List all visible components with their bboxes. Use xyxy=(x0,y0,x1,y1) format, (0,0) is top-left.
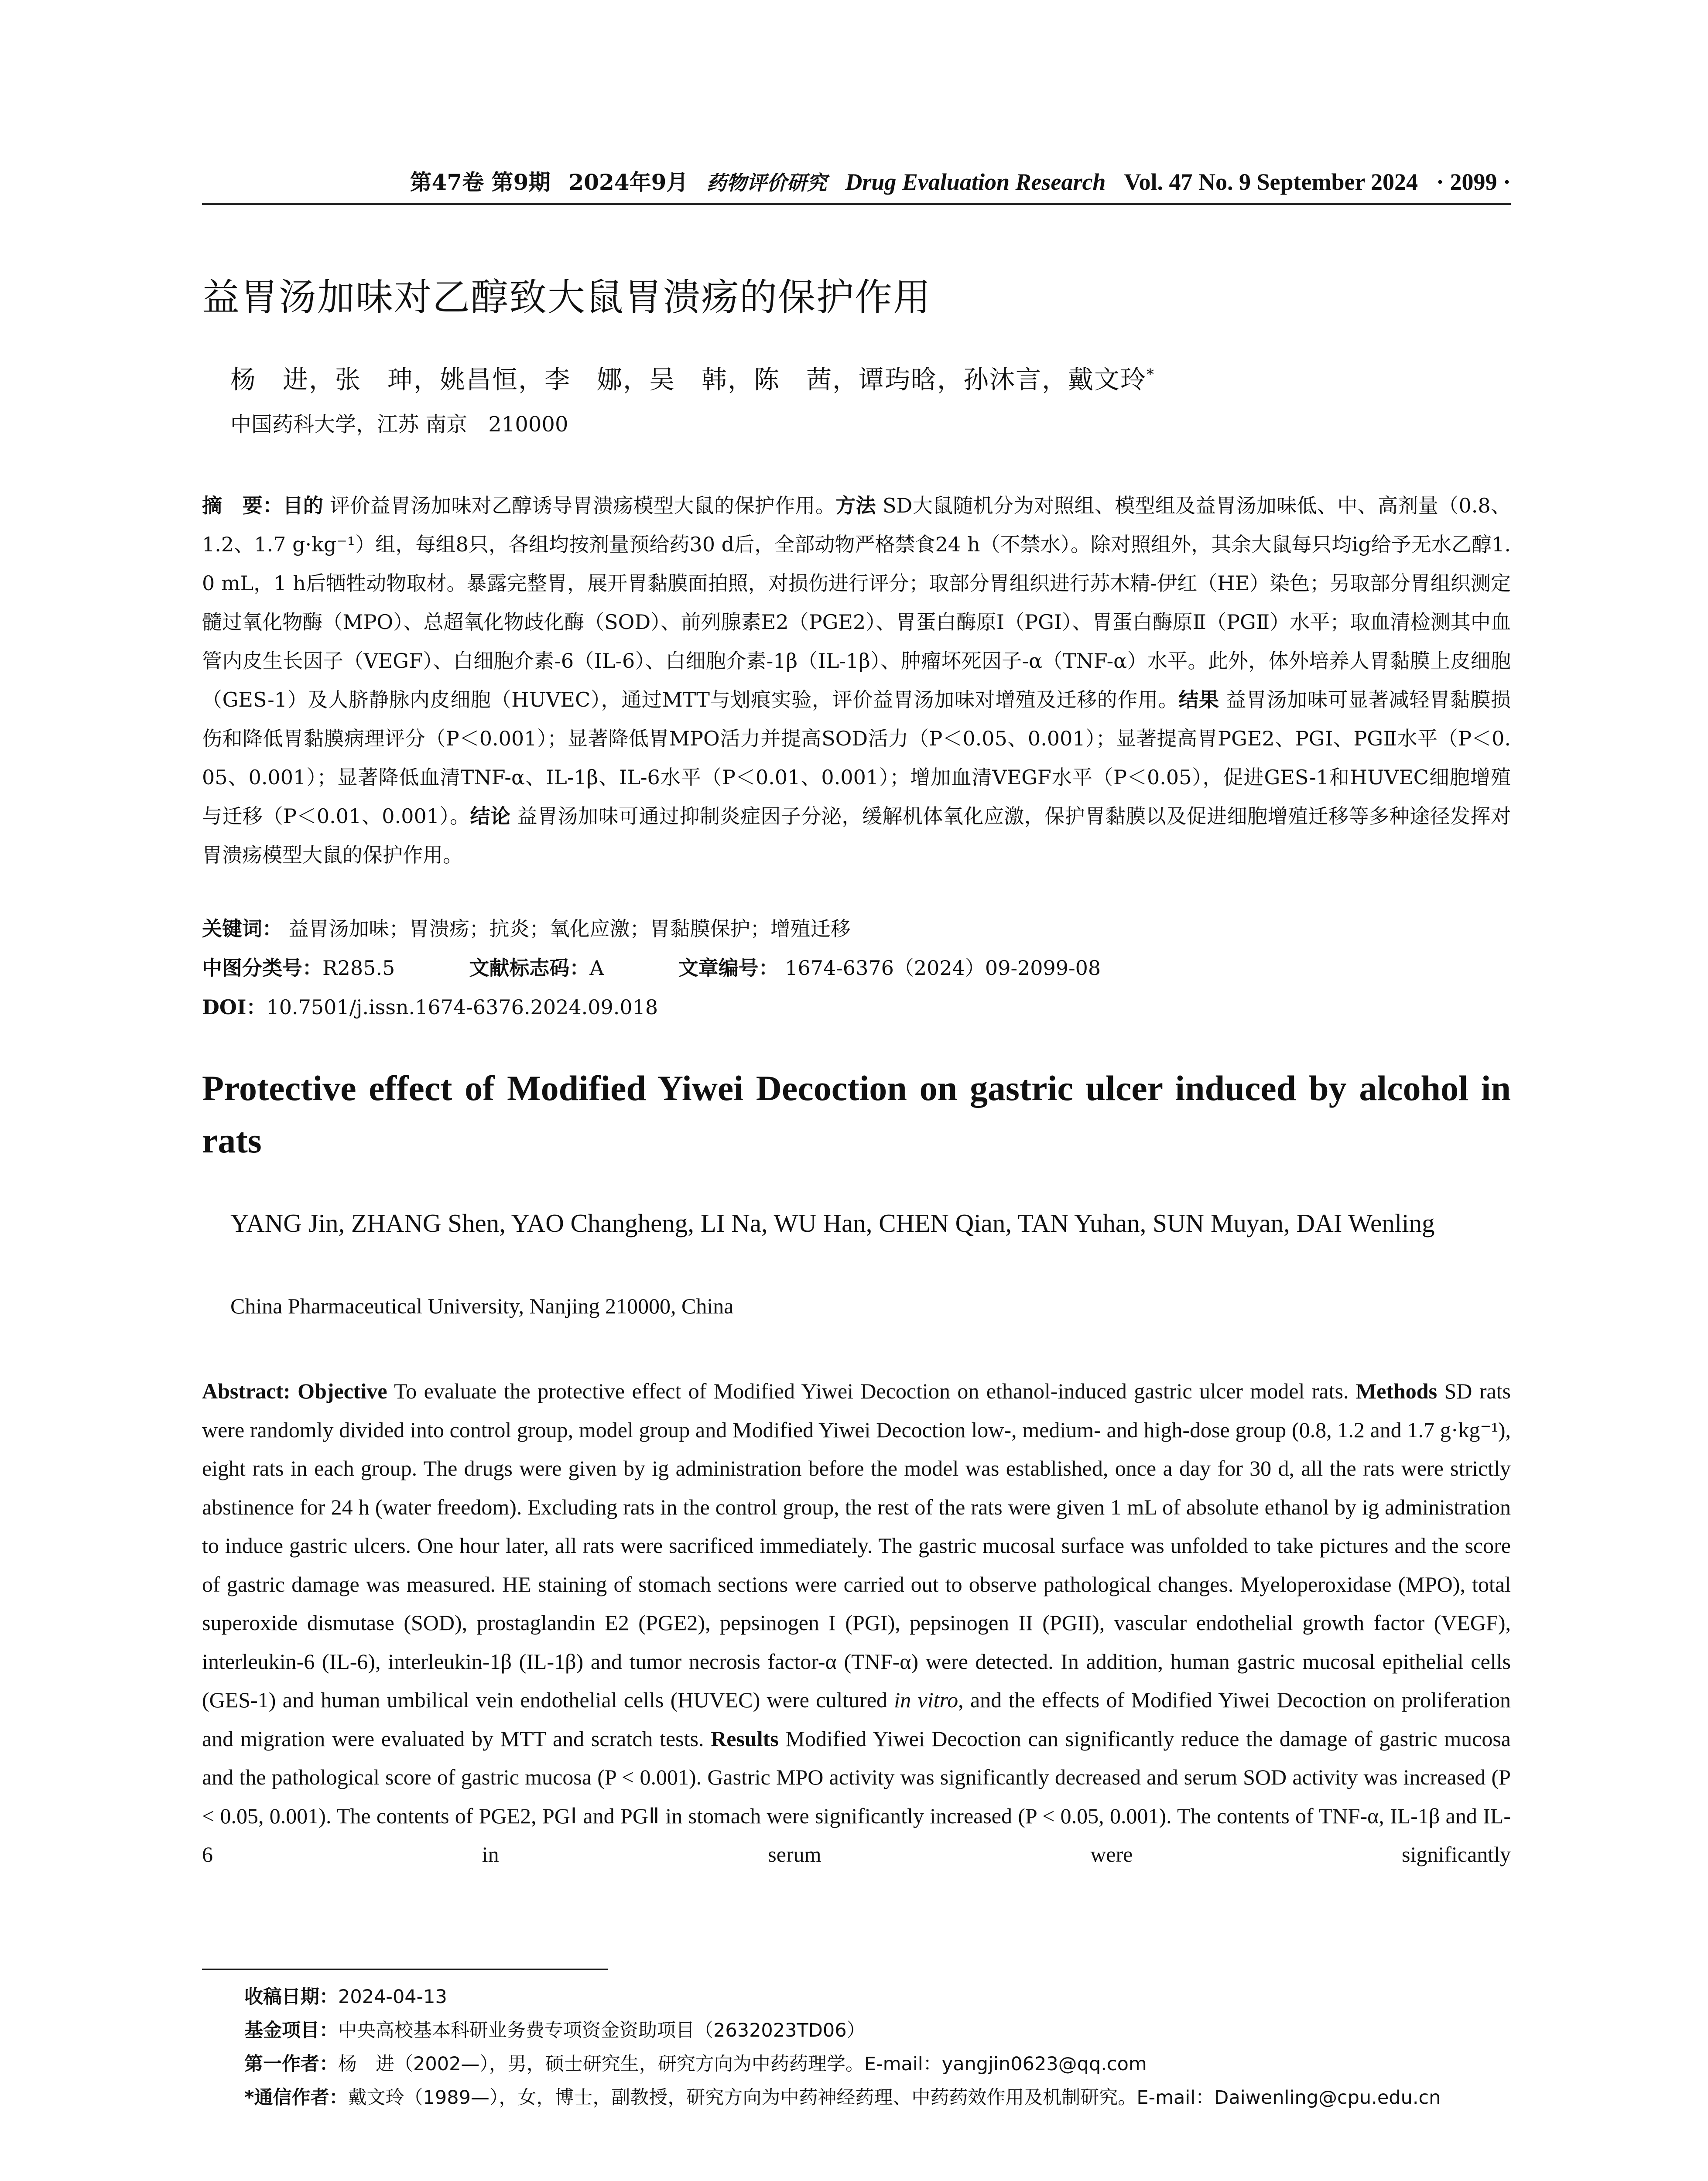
conclusion-label-cn: 结论 xyxy=(470,804,511,828)
footnote-label: 第一作者： xyxy=(244,2053,338,2075)
footnote-label: 基金项目： xyxy=(244,2020,338,2041)
footnote-text: 杨 进（2002—），男，硕士研究生，研究方向为中药药理学。E-mail：yangjin0623@qq.com xyxy=(338,2053,1147,2075)
keywords-text: 益胃汤加味；胃溃疡；抗炎；氧化应激；胃黏膜保护；增殖迁移 xyxy=(288,917,851,940)
journal-logo: 药物评价研究 xyxy=(706,171,827,195)
footnote-funding xyxy=(244,2014,1441,2048)
clc-label: 中图分类号： xyxy=(202,956,322,980)
doc-code-value: A xyxy=(589,956,604,980)
objective-text-cn: 评价益胃汤加味对乙醇诱导胃溃疡模型大鼠的保护作用。 xyxy=(330,494,836,517)
doi-label: DOI： xyxy=(202,995,267,1019)
header-volume-en: Vol. 47 No. 9 September 2024 xyxy=(1124,169,1418,195)
footnote-received xyxy=(244,1980,1441,2014)
footnotes xyxy=(244,1980,1441,2115)
footnote-corresponding-author xyxy=(244,2081,1441,2115)
methods-label-en: Methods xyxy=(1355,1379,1438,1403)
header-page-number: · 2099 · xyxy=(1436,169,1511,195)
header-volume-cn: 第47卷 第9期 xyxy=(410,169,551,195)
methods-label-cn: 方法 xyxy=(835,494,876,517)
english-affiliation: China Pharmaceutical University, Nanjing 210000, China xyxy=(230,1294,734,1318)
results-text-cn: 益胃汤加味可显著减轻胃黏膜损伤和降低胃黏膜病理评分（P＜0.001）；显著降低胃MPO活力并提高SOD活力（P＜0.05、0.001）；显著提高胃PGE2、PGⅠ、PGⅡ水平（P＜0.05、0.001）；显著降低血清TNF-α、IL-1β、IL-6水平（P＜0.01、0.001）；增加血清VEGF水平（P＜0.05），促进GES-1和HUVEC细胞增殖与迁移（P＜0.01、0.001）。 xyxy=(202,688,1511,828)
header-rule xyxy=(202,203,1511,205)
methods-text-en-cont: , and the effects of Modified Yiwei Decoction on proliferation and migration were evaluated by MTT and scratch tests. xyxy=(202,1688,1511,1751)
results-label-cn: 结果 xyxy=(1178,688,1219,711)
chinese-abstract xyxy=(202,486,1511,875)
objective-text-en: To evaluate the protective effect of Modified Yiwei Decoction on ethanol-induced gastric ulcer model rats. xyxy=(394,1379,1349,1403)
conclusion-text-cn: 益胃汤加味可通过抑制炎症因子分泌，缓解机体氧化应激，保护胃黏膜以及促进细胞增殖迁移等多种途径发挥对胃溃疡模型大鼠的保护作用。 xyxy=(202,804,1511,867)
methods-text-en: SD rats were randomly divided into control group, model group and Modified Yiwei Decoction low-, medium- and high-dose group (0.8, 1.2 and 1.7 g·kg⁻¹), eight rats in each group. The drugs were given by ig administration before the model was established, once a day for 30 d, all the rats were strictly abstinence for 24 h (water freedom). Excluding rats in the control group, the rest of the rats were given 1 mL of absolute ethanol by ig administration to induce gastric ulcers. One hour later, all rats were sacrificed immediately. The gastric mucosal surface was unfolded to take pictures and the score of gastric damage was measured. HE staining of stomach sections were carried out to observe pathological changes. Myeloperoxidase (MPO), total superoxide dismutase (SOD), prostaglandin E2 (PGE2), pepsinogen I (PGI), pepsinogen II (PGII), vascular endothelial growth factor (VEGF), interleukin-6 (IL-6), interleukin-1β (IL-1β) and tumor necrosis factor-α (TNF-α) were detected. In addition, human gastric mucosal epithelial cells (GES-1) and human umbilical vein endothelial cells (HUVEC) were cultured xyxy=(202,1379,1511,1712)
footnote-label: *通信作者： xyxy=(244,2087,348,2109)
chinese-authors xyxy=(230,359,1155,396)
abstract-label-en: Abstract: Objective xyxy=(202,1379,387,1403)
classification-line xyxy=(202,952,1101,981)
footnote-text: 2024-04-13 xyxy=(338,1986,447,2008)
english-abstract xyxy=(202,1372,1511,1874)
doi-link[interactable]: 10.7501/j.issn.1674-6376.2024.09.018 xyxy=(266,995,658,1019)
results-text-en: Modified Yiwei Decoction can significantly reduce the damage of gastric mucosa and the pathological score of gastric mucosa (P < 0.001). Gastric MPO activity was significantly decreased and serum SOD activity was increased (P < 0.05, 0.001). The contents of PGE2, PGⅠ and PGⅡ in stomach were significantly increased (P < 0.05, 0.001). The contents of TNF-α, IL-1β and IL-6 in serum were significantly xyxy=(202,1726,1511,1866)
results-label-en: Results xyxy=(711,1726,779,1751)
abstract-label-cn: 摘 要： xyxy=(202,494,283,517)
corresponding-mark: * xyxy=(1147,366,1155,383)
article-no-label: 文章编号： xyxy=(678,956,779,980)
keywords-line xyxy=(202,913,851,942)
clc-value: R285.5 xyxy=(322,956,395,980)
article-no-value: 1674-6376（2024）09-2099-08 xyxy=(785,956,1101,980)
methods-text-cn: SD大鼠随机分为对照组、模型组及益胃汤加味低、中、高剂量（0.8、1.2、1.7 g·kg⁻¹）组，每组8只，各组均按剂量预给药30 d后，全部动物严格禁食24 h（不禁水）。除对照组外，其余大鼠每只均ig给予无水乙醇1.0 mL，1 h后牺牲动物取材。暴露完整胃，展开胃黏膜面拍照，对损伤进行评分；取部分胃组织进行苏木精-伊红（HE）染色；另取部分胃组织测定髓过氧化物酶（MPO）、总超氧化物歧化酶（SOD）、前列腺素E2（PGE2）、胃蛋白酶原Ⅰ（PGⅠ）、胃蛋白酶原Ⅱ（PGⅡ）水平；取血清检测其中血管内皮生长因子（VEGF）、白细胞介素-6（IL-6）、白细胞介素-1β（IL-1β）、肿瘤坏死因子-α（TNF-α）水平。此外，体外培养人胃黏膜上皮细胞（GES-1）及人脐静脉内皮细胞（HUVEC），通过MTT与划痕实验，评价益胃汤加味对增殖及迁移的作用。 xyxy=(202,494,1511,711)
doi-line xyxy=(202,991,658,1020)
keywords-label: 关键词： xyxy=(202,917,282,940)
in-vitro-term: in vitro xyxy=(894,1688,958,1712)
running-header xyxy=(202,165,1511,200)
footnote-text: 中央高校基本科研业务费专项资金资助项目（2632023TD06） xyxy=(338,2020,866,2041)
chinese-author-list: 杨 进，张 珅，姚昌恒，李 娜，吴 韩，陈 茜，谭玙晗，孙沐言，戴文玲 xyxy=(230,365,1147,394)
english-title: Protective effect of Modified Yiwei Decoction on gastric ulcer induced by alcohol in rats xyxy=(202,1068,1511,1160)
english-authors: YANG Jin, ZHANG Shen, YAO Changheng, LI Na, WU Han, CHEN Qian, TAN Yuhan, SUN Muyan, DAI Wenling xyxy=(230,1209,1435,1237)
chinese-affiliation: 中国药科大学，江苏 南京 210000 xyxy=(230,412,568,437)
chinese-title: 益胃汤加味对乙醇致大鼠胃溃疡的保护作用 xyxy=(202,276,931,319)
footnote-text: 戴文玲（1989—），女，博士，副教授，研究方向为中药神经药理、中药药效作用及机制研究。E-mail：Daiwenling@cpu.edu.cn xyxy=(348,2087,1441,2109)
footnote-label: 收稿日期： xyxy=(244,1986,338,2008)
footnote-first-author xyxy=(244,2048,1441,2081)
doc-code-label: 文献标志码： xyxy=(469,956,590,980)
header-date-cn: 2024年9月 xyxy=(568,169,688,195)
header-journal-en: Drug Evaluation Research xyxy=(845,169,1106,195)
footnote-rule xyxy=(202,1969,608,1970)
objective-label-cn: 目的 xyxy=(283,494,324,517)
